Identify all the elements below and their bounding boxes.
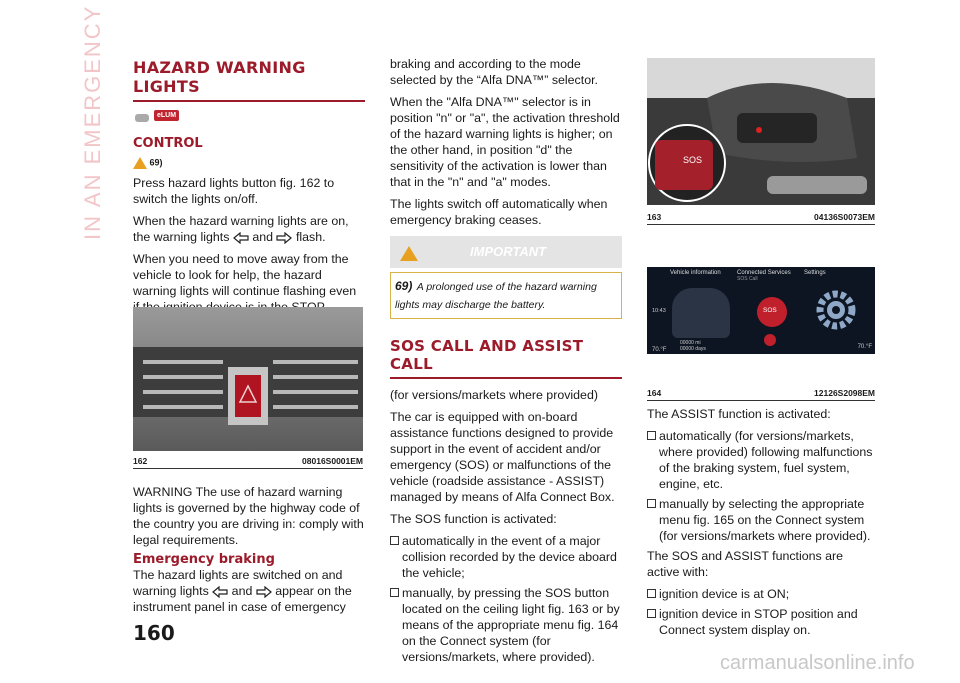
section-heading-hazard: HAZARD WARNING LIGHTS xyxy=(133,58,306,96)
bullet-item: automatically in the event of a major collision recorded by the device aboard the vehicle; xyxy=(390,533,622,581)
sos-call-subtitle: SOS Call xyxy=(737,276,758,282)
heading-rule xyxy=(390,377,622,379)
tab-vehicle-info[interactable]: Vehicle information xyxy=(670,270,721,276)
heading-rule xyxy=(133,100,365,102)
figure-162-photo xyxy=(133,307,363,451)
column-1 xyxy=(133,58,365,337)
paragraph: The SOS and ASSIST functions are active with: xyxy=(647,549,844,579)
elum-indicator xyxy=(133,110,365,128)
figure-163-photo xyxy=(647,58,875,205)
left-turn-indicator-icon xyxy=(212,586,228,598)
temp-right: 70.°F xyxy=(857,344,872,350)
elum-badge: eLUM xyxy=(154,110,179,121)
connected-services-panel[interactable] xyxy=(737,270,801,354)
column-3-text xyxy=(647,406,877,642)
paragraph: The ASSIST function is activated: xyxy=(647,407,831,421)
bullet-item: manually by selecting the appropriate menu fig. 165 on the Connect system (for versions/markets where provided). xyxy=(647,496,877,544)
paragraph: The SOS function is activated: xyxy=(390,512,557,526)
paragraph: The lights switch off automatically when emergency braking ceases. xyxy=(390,197,608,227)
important-title: IMPORTANT xyxy=(470,244,547,259)
important-note xyxy=(390,272,622,319)
temp-left: 70.°F xyxy=(652,347,667,353)
column-2 xyxy=(390,56,622,669)
tab-connected-services[interactable]: Connected Services xyxy=(737,270,791,276)
figure-162-caption: 162 08016S0001EM xyxy=(133,456,363,469)
bullet-item: ignition device is at ON; xyxy=(647,586,877,602)
settings-panel[interactable] xyxy=(804,270,874,354)
right-turn-indicator-icon xyxy=(276,232,292,244)
vehicle-info-panel xyxy=(650,270,735,354)
emergency-braking-heading: Emergency braking xyxy=(133,552,275,567)
paragraph: Press hazard lights button fig. 162 to switch the lights on/off. xyxy=(133,176,335,206)
warning-paragraph: WARNING The use of hazard warning lights is governed by the highway code of the country you are driving in: comply with legal requirements. xyxy=(133,485,364,547)
paragraph: The hazard lights are switched on and warning lights and appear on the instrument panel in case of emergency xyxy=(133,568,352,614)
section-heading-sos: SOS CALL AND ASSIST CALL xyxy=(390,337,584,373)
tab-settings[interactable]: Settings xyxy=(804,270,826,276)
phone-icon[interactable] xyxy=(764,334,776,346)
control-heading: CONTROL xyxy=(133,136,203,151)
hand-pointer-icon xyxy=(135,114,149,122)
important-banner xyxy=(390,236,622,268)
paragraph: When the "Alfa DNA™" selector is in position "n" or "a", the activation threshold of the hazard warning lights is higher; on the other hand, in position "d" the sensitivity of the activation is lower than that in the "n" and "a" modes. xyxy=(390,95,620,189)
paragraph: The car is equipped with on-board assistance functions designed to provide support in the event of accident and/or emergency (SOS) or malfunctions of the vehicle (roadside assistance - ASSIST) managed by means of Alfa Connect Box. xyxy=(390,410,615,504)
page-number: 160 xyxy=(133,621,175,645)
note-number: 69) xyxy=(395,279,413,293)
warning-triangle-icon xyxy=(400,246,418,261)
left-turn-indicator-icon xyxy=(233,232,249,244)
bullet-item: automatically (for versions/markets, where provided) following malfunctions of the braking system, fuel system, engine, etc. xyxy=(647,428,877,492)
hazard-button-illustration xyxy=(133,307,363,451)
section-side-label: IN AN EMERGENCY xyxy=(80,4,105,240)
paragraph: When the hazard warning lights are on, the warning lights and flash. xyxy=(133,214,349,244)
gear-icon xyxy=(812,286,860,334)
odometer: 00000 mi 00000 days xyxy=(680,340,706,352)
paragraph: braking and according to the mode selected by the “Alfa DNA™” selector. xyxy=(390,57,598,87)
note-text: A prolonged use of the hazard warning lights may discharge the battery. xyxy=(395,281,597,311)
bullet-item: ignition device in STOP position and Connect system display on. xyxy=(647,606,877,638)
bullet-item: manually, by pressing the SOS button located on the ceiling light fig. 163 or by means of the appropriate menu fig. 164 on the Connect system (for versions/markets, where provided). xyxy=(390,585,622,665)
right-turn-indicator-icon xyxy=(256,586,272,598)
ceiling-light-illustration xyxy=(647,58,875,205)
column-1-lower xyxy=(133,484,365,621)
car-silhouette xyxy=(672,288,730,338)
figure-164-caption: 164 12126S2098EM xyxy=(647,388,875,401)
warning-triangle-icon xyxy=(133,157,147,169)
clock-time: 10:43 xyxy=(652,308,666,314)
figure-164-screen xyxy=(647,267,875,354)
sos-call-button[interactable]: SOS xyxy=(757,297,787,327)
watermark: carmanualsonline.info xyxy=(720,652,915,674)
sos-button-label: SOS xyxy=(683,155,703,165)
paragraph: (for versions/markets where provided) xyxy=(390,388,598,402)
figure-163-caption: 163 04136S0073EM xyxy=(647,212,875,225)
note-reference: 69) xyxy=(133,157,365,171)
paragraph: When you need to move away from the vehicle to look for help, the hazard warning lights will continue flashing even xyxy=(133,252,357,298)
